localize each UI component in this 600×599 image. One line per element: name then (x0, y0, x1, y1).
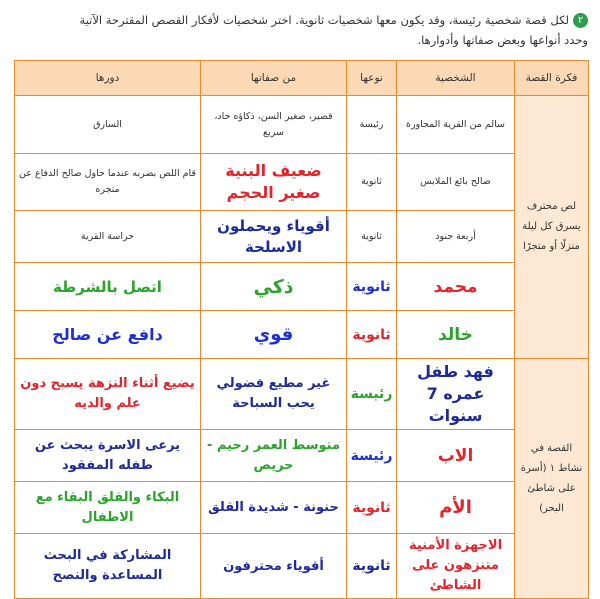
table-row (15, 311, 589, 359)
character-cell: أربعة جنود (397, 211, 515, 263)
table-row (15, 359, 589, 430)
traits-cell: ضعيف البنية صغير الحجم (201, 154, 347, 211)
role-cell: البكاء والقلق البقاء مع الاطفال (15, 482, 201, 534)
table-row (15, 430, 589, 482)
table-row (15, 154, 589, 211)
instruction-line-1: لكل قصة شخصية رئيسة، وقد يكون معها شخصيات ثانوية. اختر شخصيات لأفكار القصص المقترحة الآتية (79, 13, 569, 27)
story-idea-1: لص محترف يسرق كل ليلة منزلًا أو متجرًا (515, 96, 589, 359)
question-number: ٢ (573, 13, 588, 28)
table-row (15, 263, 589, 311)
type-cell: ثانوية (347, 311, 397, 359)
type-cell: ثانوية (347, 154, 397, 211)
role-cell: السارق (15, 96, 201, 154)
type-cell: رئيسة (347, 96, 397, 154)
character-cell: فهد طفل عمره 7 سنوات (397, 359, 515, 430)
instruction (14, 10, 588, 50)
type-cell: ثانوية (347, 211, 397, 263)
table-row (15, 482, 589, 534)
role-cell: المشاركة في البحث المساعدة والنصح (15, 534, 201, 599)
type-cell: ثانوية (347, 263, 397, 311)
character-cell: الأم (397, 482, 515, 534)
traits-cell: أقوياء ويحملون الاسلحة (201, 211, 347, 263)
traits-cell: قوي (201, 311, 347, 359)
role-cell: حراسة القرية (15, 211, 201, 263)
traits-cell: أقوياء محترفون (201, 534, 347, 599)
character-cell: الاب (397, 430, 515, 482)
traits-cell: قصير، صغير السن، ذكاؤه حاد، سريع (201, 96, 347, 154)
type-cell: ثانوية (347, 482, 397, 534)
role-cell: اتصل بالشرطة (15, 263, 201, 311)
header-idea: فكرة القصة (515, 61, 589, 96)
table-row (15, 211, 589, 263)
header-traits: من صفاتها (201, 61, 347, 96)
type-cell: رئيسة (347, 430, 397, 482)
character-cell: سالم من القرية المجاورة (397, 96, 515, 154)
role-cell: دافع عن صالح (15, 311, 201, 359)
story-idea-2: القصة في نشاط ١ (أسرة على شاطئ البحر) (515, 359, 589, 599)
traits-cell: حنونة - شديدة القلق (201, 482, 347, 534)
table-row (15, 96, 589, 154)
instruction-line-2: وحدد أنواعها وبعض صفاتها وأدوارها. (417, 33, 588, 47)
header-character: الشخصية (397, 61, 515, 96)
role-cell: يضيع أثناء النزهة يسبح دون علم والديه (15, 359, 201, 430)
traits-cell: متوسط العمر رحيم - حريص (201, 430, 347, 482)
header-type: نوعها (347, 61, 397, 96)
traits-cell: غير مطيع فضولي يحب السباحة (201, 359, 347, 430)
character-cell: محمد (397, 263, 515, 311)
traits-cell: ذكي (201, 263, 347, 311)
role-cell: قام اللص بضربه عندما حاول صالح الدفاع عن متجره (15, 154, 201, 211)
header-role: دورها (15, 61, 201, 96)
character-cell: الاجهزة الأمنية متنزهون على الشاطئ (397, 534, 515, 599)
role-cell: يرعى الاسرة يبحث عن طفله المفقود (15, 430, 201, 482)
type-cell: رئيسة (347, 359, 397, 430)
characters-table (14, 60, 589, 599)
character-cell: خالد (397, 311, 515, 359)
header-row (15, 61, 589, 96)
table-row (15, 534, 589, 599)
type-cell: ثانوية (347, 534, 397, 599)
character-cell: صالح بائع الملابس (397, 154, 515, 211)
